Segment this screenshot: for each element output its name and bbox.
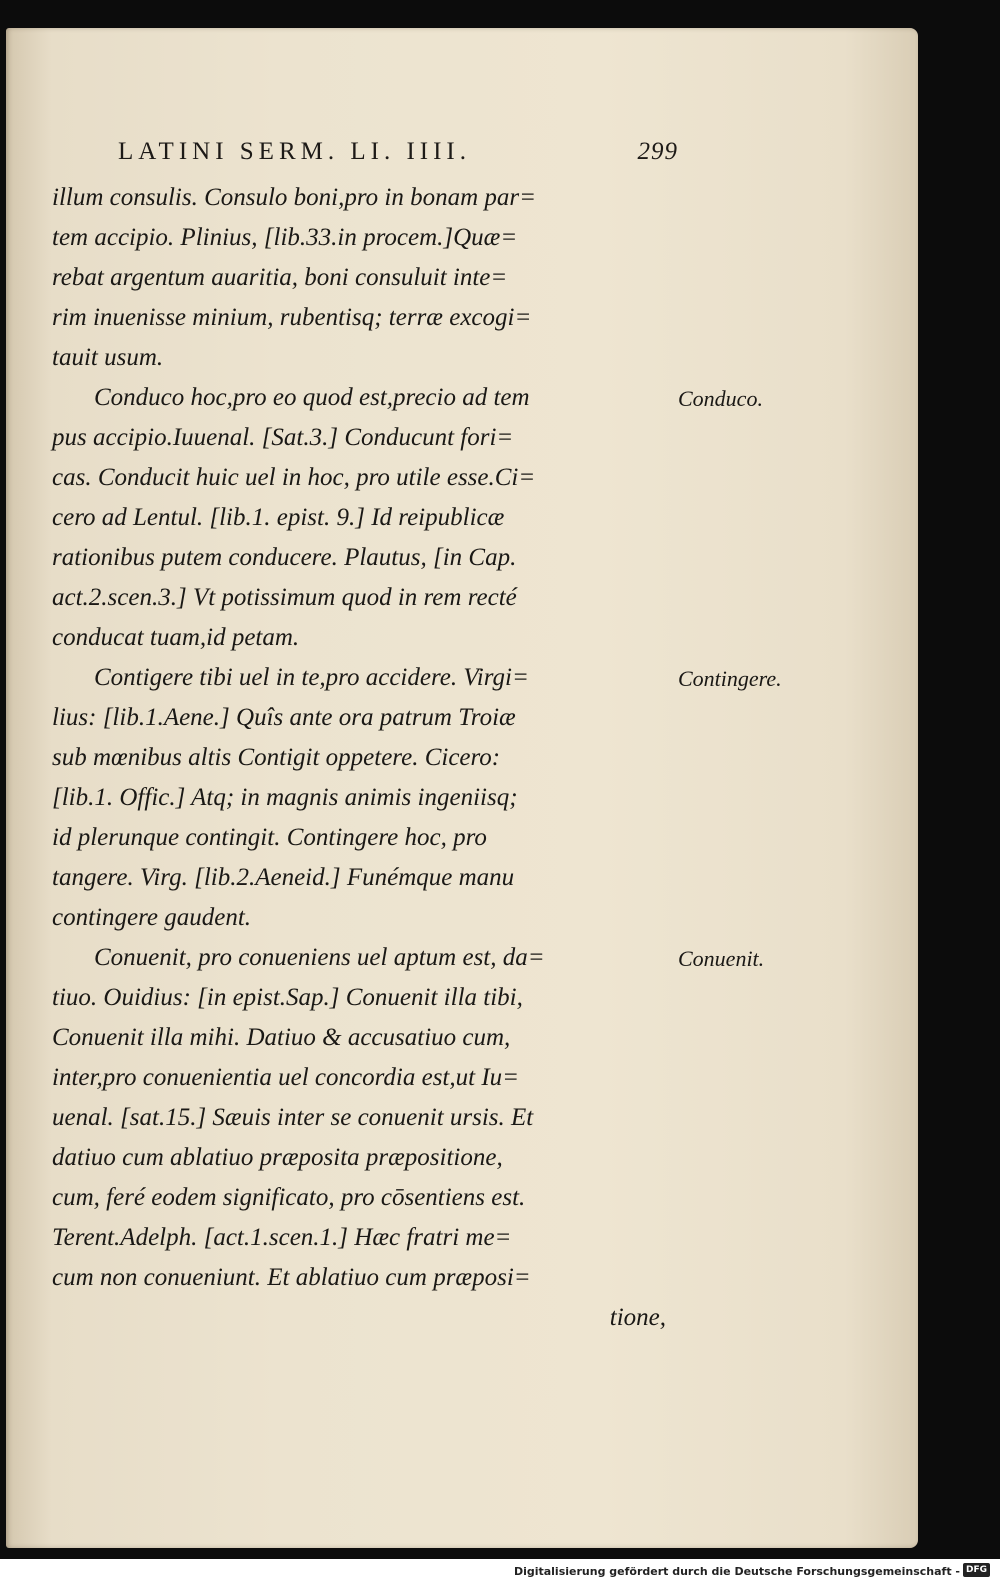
body-text (52, 178, 676, 1338)
dfg-logo-icon: DFG (963, 1563, 990, 1577)
text-line: cum non conueniunt. Et ablatiuo cum præposi= (52, 1264, 531, 1291)
text-line: Conduco hoc,pro eo quod est,precio ad tem (94, 384, 530, 411)
text-line: cero ad Lentul. [lib.1. epist. 9.] Id reipublicæ (52, 504, 505, 531)
text-line: illum consulis. Consulo boni,pro in bonam par= (52, 184, 537, 211)
text-line: inter,pro conuenientia uel concordia est,ut Iu= (52, 1064, 520, 1091)
text-line: act.2.scen.3.] Vt potissimum quod in rem recté (52, 584, 517, 611)
text-line: tiuo. Ouidius: [in epist.Sap.] Conuenit illa tibi, (52, 984, 523, 1011)
text-line: conducat tuam,id petam. (52, 624, 300, 651)
text-line: tem accipio. Plinius, [lib.33.in procem.]Quæ= (52, 224, 518, 251)
text-line: Conuenit illa mihi. Datiuo & accusatiuo cum, (52, 1024, 511, 1051)
text-line: rim inuenisse minium, rubentisq; terræ excogi= (52, 304, 532, 331)
text-line: Terent.Adelph. [act.1.scen.1.] Hæc fratri me= (52, 1224, 512, 1251)
text-line: rebat argentum auaritia, boni consuluit inte= (52, 264, 508, 291)
text-line: lius: [lib.1.Aene.] Quîs ante ora patrum Troiæ (52, 704, 516, 731)
margin-note: Contingere. (678, 666, 782, 691)
text-line: uenal. [sat.15.] Sæuis inter se conuenit ursis. Et (52, 1104, 534, 1131)
catchword: tione, (609, 1304, 666, 1331)
text-line: id plerunque contingit. Contingere hoc, pro (52, 824, 487, 851)
text-line: sub mœnibus altis Contigit oppetere. Cicero: (52, 744, 501, 771)
margin-note: Conduco. (678, 386, 763, 411)
text-line: tauit usum. (52, 344, 164, 371)
text-line: rationibus putem conducere. Plautus, [in Cap. (52, 544, 517, 571)
text-line: tangere. Virg. [lib.2.Aeneid.] Funémque manu (52, 864, 515, 891)
page-number: 299 (637, 138, 678, 165)
text-line: cum, feré eodem significato, pro cōsentiens est. (52, 1184, 526, 1211)
text-line: [lib.1. Offic.] Atq; in magnis animis ingeniisq; (52, 784, 518, 811)
text-line: cas. Conducit huic uel in hoc, pro utile esse.Ci= (52, 464, 536, 491)
text-line: Contigere tibi uel in te,pro accidere. Virgi= (94, 664, 529, 691)
running-title: LATINI SERM. LI. IIII. (118, 138, 472, 165)
digitization-credit: Digitalisierung gefördert durch die Deutsche Forschungsgemeinschaft - (513, 1565, 960, 1578)
page-header (118, 138, 678, 172)
text-line: Conuenit, pro conueniens uel aptum est, da= (94, 944, 545, 971)
text-line: datiuo cum ablatiuo præposita præpositione, (52, 1144, 503, 1171)
margin-note: Conuenit. (678, 946, 765, 971)
text-line: contingere gaudent. (52, 904, 252, 931)
text-line: pus accipio.Iuuenal. [Sat.3.] Conducunt fori= (52, 424, 514, 451)
